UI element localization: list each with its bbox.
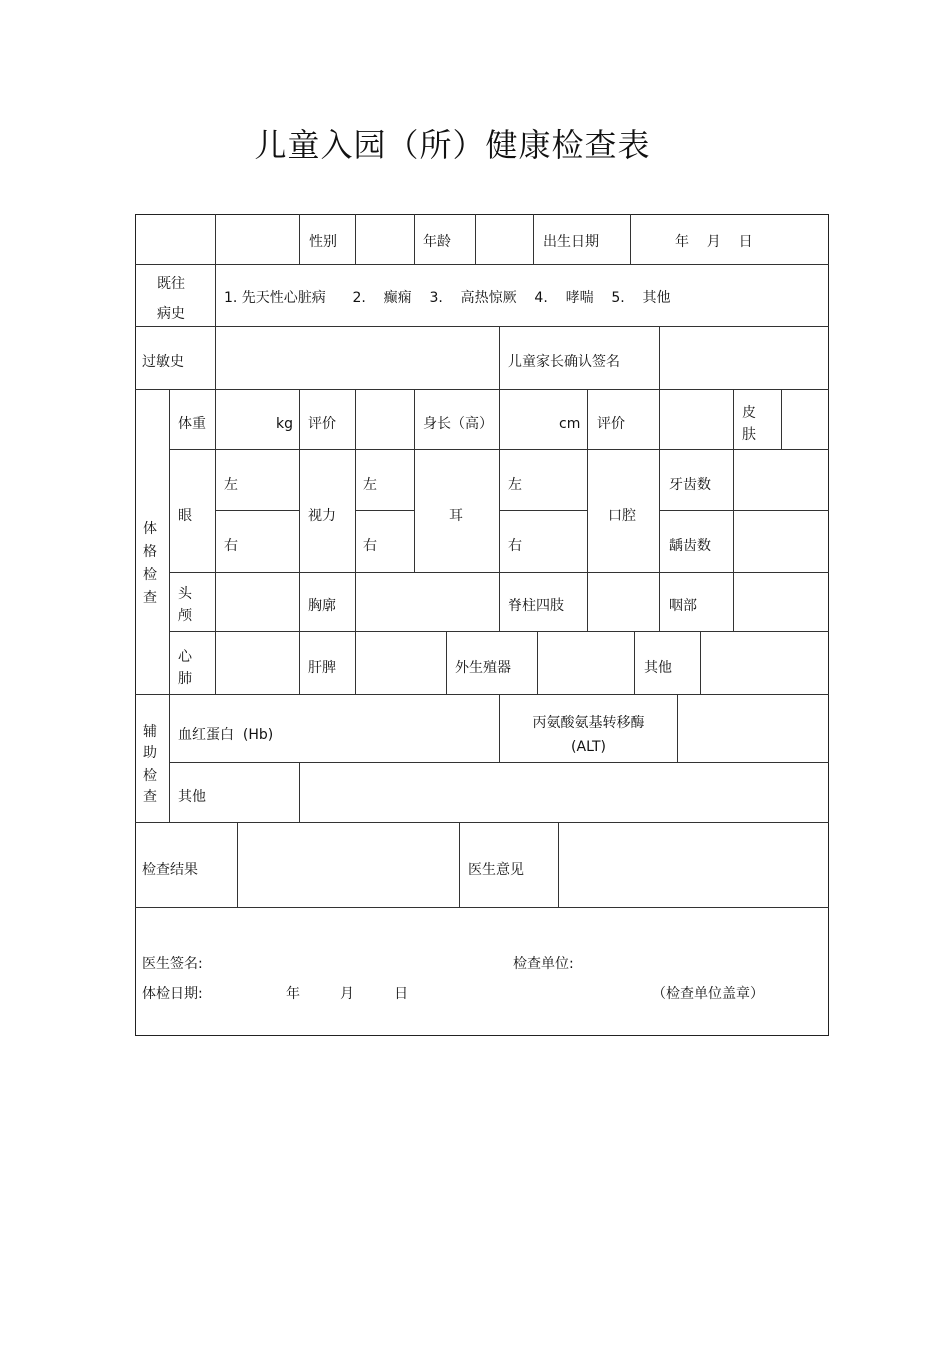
col-divider xyxy=(733,449,734,631)
skin-label-2: 肤 xyxy=(742,427,756,443)
age-label: 年龄 xyxy=(423,234,451,250)
head-label-2: 颅 xyxy=(178,608,192,624)
row-divider xyxy=(215,510,300,511)
alt-label-2: (ALT) xyxy=(571,739,606,755)
col-divider xyxy=(446,631,447,694)
auxiliary-other-label: 其他 xyxy=(178,789,206,805)
col-divider xyxy=(215,389,216,694)
col-divider xyxy=(169,389,170,822)
heart-lung-label-2: 肺 xyxy=(178,671,192,687)
col-divider xyxy=(459,822,460,907)
col-divider xyxy=(659,326,660,389)
birth-date-label: 出生日期 xyxy=(543,234,599,250)
weight-eval-label: 评价 xyxy=(308,416,336,432)
height-eval-label: 评价 xyxy=(597,416,625,432)
spine-limbs-label: 脊柱四肢 xyxy=(508,598,564,614)
ear-right-label: 右 xyxy=(508,538,522,554)
col-divider xyxy=(677,694,678,762)
vision-left-label: 左 xyxy=(363,477,377,493)
row-divider xyxy=(135,264,829,265)
birth-date-ymd: 年 月 日 xyxy=(675,234,753,250)
mouth-label: 口腔 xyxy=(608,508,636,524)
col-divider xyxy=(215,214,216,326)
eye-right-label: 右 xyxy=(224,538,238,554)
row-divider xyxy=(135,389,829,390)
skin-label-1: 皮 xyxy=(742,405,756,421)
col-divider xyxy=(733,389,734,449)
history-label-1: 既往 xyxy=(157,276,185,292)
col-divider xyxy=(355,214,356,264)
doctor-sign-label: 医生签名: xyxy=(142,956,203,972)
col-divider xyxy=(587,389,588,631)
alt-label-1: 丙氨酸氨基转移酶 xyxy=(532,715,645,731)
exam-unit-label: 检查单位: xyxy=(513,956,574,972)
col-divider xyxy=(533,214,534,264)
col-divider xyxy=(355,389,356,631)
history-label-2: 病史 xyxy=(157,306,185,322)
physical-other-label: 其他 xyxy=(644,660,672,676)
eye-left-label: 左 xyxy=(224,477,238,493)
row-divider xyxy=(135,326,829,327)
physical-section-char: 查 xyxy=(143,590,157,606)
exam-date-ymd: 年 月 日 xyxy=(286,986,409,1002)
row-divider xyxy=(135,907,829,908)
height-label: 身长（高） xyxy=(423,416,493,432)
vision-label: 视力 xyxy=(308,508,336,524)
col-divider xyxy=(630,214,631,264)
row-divider xyxy=(135,694,829,695)
row-divider xyxy=(135,822,829,823)
weight-unit: kg xyxy=(276,416,293,432)
physical-section-char: 检 xyxy=(143,567,157,583)
parent-sign-label: 儿童家长确认签名 xyxy=(508,354,620,370)
exam-date-label: 体检日期: xyxy=(142,986,203,1002)
col-divider xyxy=(299,762,300,822)
col-divider xyxy=(414,389,415,572)
height-unit: cm xyxy=(559,416,581,432)
col-divider xyxy=(499,572,500,631)
health-form-table xyxy=(135,214,829,1036)
col-divider xyxy=(299,389,300,694)
history-options: 1. 先天性心脏病 2. 癫痫 3. 高热惊厥 4. 哮喘 5. 其他 xyxy=(224,290,671,306)
ear-label: 耳 xyxy=(449,508,463,524)
col-divider xyxy=(215,326,216,389)
ear-left-label: 左 xyxy=(508,477,522,493)
eye-label: 眼 xyxy=(178,508,192,524)
auxiliary-section-char: 查 xyxy=(143,789,157,805)
doctor-opinion-label: 医生意见 xyxy=(468,862,524,878)
col-divider xyxy=(475,214,476,264)
auxiliary-section-char: 助 xyxy=(143,745,157,761)
col-divider xyxy=(499,326,500,389)
pharynx-label: 咽部 xyxy=(669,598,697,614)
page-title: 儿童入园（所）健康检查表 xyxy=(254,126,651,164)
teeth-count-label: 牙齿数 xyxy=(669,477,711,493)
head-label-1: 头 xyxy=(178,586,192,602)
row-divider xyxy=(169,762,829,763)
col-divider xyxy=(299,214,300,264)
row-divider xyxy=(499,510,587,511)
liver-spleen-label: 肝脾 xyxy=(308,660,336,676)
row-divider xyxy=(659,510,829,511)
physical-section-char: 格 xyxy=(143,544,157,560)
allergy-label: 过敏史 xyxy=(142,354,184,370)
auxiliary-section-char: 辅 xyxy=(143,724,157,740)
heart-lung-label-1: 心 xyxy=(178,649,192,665)
auxiliary-section-char: 检 xyxy=(143,768,157,784)
genitals-label: 外生殖器 xyxy=(455,660,511,676)
col-divider xyxy=(781,389,782,449)
gender-label: 性别 xyxy=(309,234,337,250)
row-divider xyxy=(355,510,415,511)
col-divider xyxy=(355,631,356,694)
row-divider xyxy=(169,631,829,632)
chest-label: 胸廓 xyxy=(308,598,336,614)
hemoglobin-label: 血红蛋白 (Hb) xyxy=(178,727,274,743)
col-divider xyxy=(634,631,635,694)
physical-section-char: 体 xyxy=(143,521,157,537)
col-divider xyxy=(558,822,559,907)
col-divider xyxy=(659,389,660,631)
col-divider xyxy=(537,631,538,694)
col-divider xyxy=(414,214,415,264)
col-divider xyxy=(237,822,238,907)
stamp-note: （检查单位盖章） xyxy=(652,986,764,1002)
col-divider xyxy=(700,631,701,694)
vision-right-label: 右 xyxy=(363,538,377,554)
caries-count-label: 龋齿数 xyxy=(669,538,711,554)
weight-label: 体重 xyxy=(178,416,206,432)
result-label: 检查结果 xyxy=(142,862,198,878)
col-divider xyxy=(499,389,500,572)
